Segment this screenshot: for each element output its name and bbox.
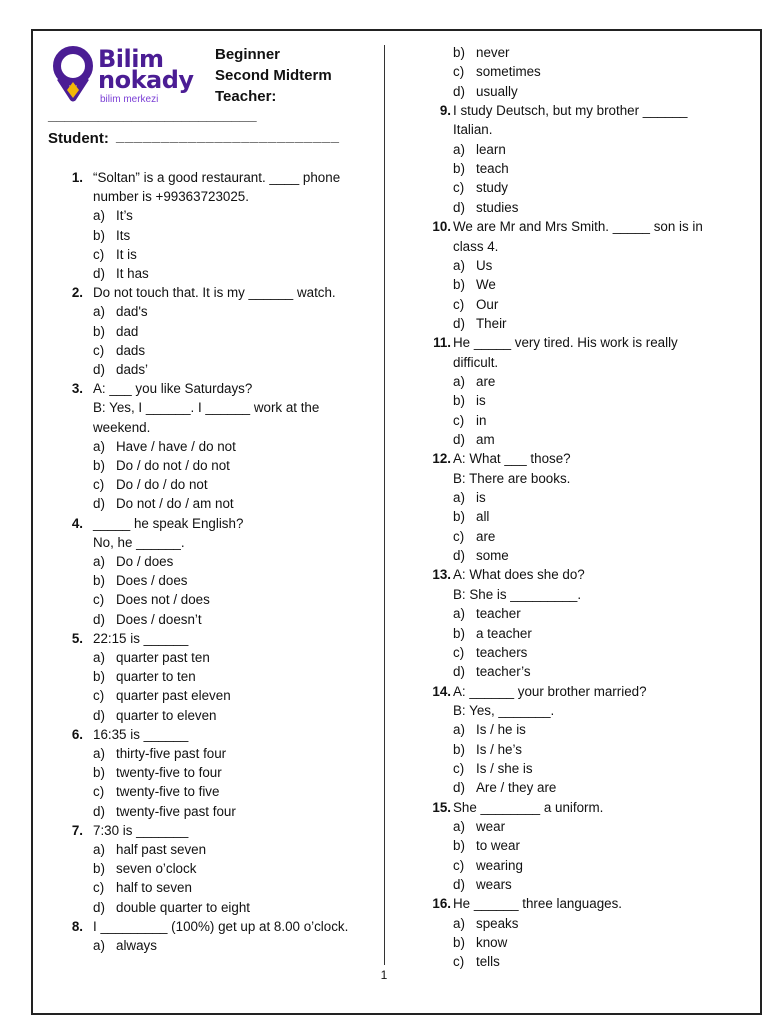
location-pin-icon: [50, 44, 96, 110]
option-text: wearing: [476, 857, 523, 873]
question-text: Italian.: [453, 122, 493, 138]
option-text: all: [476, 509, 490, 525]
question-text: A: What ___ those?: [453, 451, 571, 467]
question-text: B: She is _________.: [453, 586, 582, 602]
option-text: Does not / does: [116, 592, 210, 608]
option-text: usually: [476, 83, 518, 99]
option-text: quarter to eleven: [116, 707, 217, 723]
option-letter: b): [453, 161, 465, 177]
option-letter: d): [93, 803, 105, 819]
option-text: to wear: [476, 838, 520, 854]
option-text: in: [476, 412, 487, 428]
student-name-line: _________________________: [116, 128, 340, 145]
option-text: Us: [476, 257, 493, 273]
brand-tagline: bilim merkezi: [100, 94, 159, 105]
option-text: teachers: [476, 644, 528, 660]
option-letter: b): [453, 935, 465, 951]
option-letter: a): [93, 842, 105, 857]
question-number: 15.: [432, 799, 451, 815]
option-text: We: [476, 277, 496, 293]
option-text: Is / she is: [476, 760, 533, 776]
question-text: A: What does she do?: [453, 567, 585, 583]
option-text: Our: [476, 296, 499, 312]
option-text: half past seven: [116, 842, 207, 857]
option-text: Is / he is: [476, 722, 526, 738]
option-text: thirty-five past four: [116, 746, 227, 761]
option-letter: c): [453, 760, 465, 776]
option-letter: c): [93, 246, 105, 262]
option-text: Does / doesn’t: [116, 611, 202, 627]
option-text: Are / they are: [476, 780, 557, 796]
option-text: tells: [476, 954, 500, 970]
option-text: seven o’clock: [116, 861, 197, 877]
question-number: 8.: [71, 918, 83, 934]
option-text: Do not / do / am not: [116, 496, 234, 512]
question-number: 7.: [71, 822, 83, 838]
option-text: quarter to ten: [116, 669, 196, 685]
option-letter: a): [93, 650, 105, 665]
option-letter: d): [93, 362, 105, 377]
option-text: Their: [476, 315, 507, 331]
option-letter: a): [453, 373, 465, 389]
option-text: half to seven: [116, 880, 192, 896]
option-text: dads’: [116, 362, 149, 377]
question-text: 16:35 is ______: [93, 726, 189, 742]
option-letter: a): [453, 915, 465, 931]
question-text: weekend.: [93, 419, 151, 435]
option-text: dads: [116, 342, 146, 358]
option-letter: a): [93, 208, 105, 224]
question-text: A: ______ your brother married?: [453, 683, 647, 699]
page-number: 1: [380, 968, 388, 982]
option-letter: c): [93, 342, 105, 358]
option-letter: c): [453, 857, 465, 873]
option-text: It has: [116, 266, 149, 281]
option-letter: a): [93, 554, 105, 569]
question-text: class 4.: [453, 238, 499, 254]
option-text: quarter past eleven: [116, 688, 231, 704]
option-text: is: [476, 393, 486, 409]
brand-name-line2: nokady: [98, 66, 194, 94]
option-letter: b): [93, 458, 105, 473]
option-text: twenty-five to four: [116, 765, 222, 781]
option-letter: a): [453, 257, 465, 273]
question-number: 3.: [71, 381, 83, 397]
option-letter: d): [453, 664, 465, 680]
teacher-name-line: _________________________: [48, 107, 257, 124]
question-text: B: Yes, I ______. I ______ work at the: [93, 400, 320, 416]
question-number: 11.: [433, 335, 451, 351]
option-letter: d): [93, 899, 105, 915]
exam-title: Second Midterm: [215, 67, 332, 84]
option-letter: a): [93, 938, 105, 953]
teacher-label: Teacher:: [215, 88, 277, 105]
option-text: It is: [116, 246, 137, 262]
option-text: know: [476, 935, 508, 951]
column-divider: [384, 45, 385, 965]
question-number: 10.: [432, 219, 451, 235]
option-text: some: [476, 548, 509, 564]
option-letter: d): [453, 780, 465, 796]
option-letter: a): [453, 819, 465, 834]
option-letter: c): [453, 528, 465, 544]
question-text: I _________ (100%) get up at 8.00 o’clock.: [93, 918, 349, 934]
question-number: 9.: [439, 103, 451, 119]
question-number: 6.: [71, 726, 83, 742]
option-letter: a): [93, 304, 105, 320]
option-letter: c): [93, 880, 105, 896]
option-text: Do / does: [116, 554, 174, 569]
question-number: 13.: [432, 567, 451, 583]
student-label: Student:: [48, 130, 109, 147]
option-letter: c): [93, 784, 105, 800]
option-letter: c): [453, 412, 465, 428]
option-letter: d): [453, 315, 465, 331]
option-text: speaks: [476, 915, 519, 931]
option-text: study: [476, 180, 509, 196]
option-text: are: [476, 528, 496, 544]
brand-name-line1: Bilim: [98, 45, 164, 73]
option-letter: a): [453, 606, 465, 622]
question-text: number is +99363723025.: [93, 189, 249, 205]
option-letter: b): [93, 227, 105, 243]
question-text: She ________ a uniform.: [453, 799, 604, 815]
option-letter: a): [453, 722, 465, 738]
question-text: _____ he speak English?: [93, 515, 244, 531]
option-text: teacher: [476, 606, 521, 622]
option-letter: b): [453, 509, 465, 525]
option-text: sometimes: [476, 64, 541, 80]
question-number: 1.: [71, 170, 83, 185]
question-text: No, he ______.: [93, 534, 185, 550]
option-text: wear: [476, 819, 506, 834]
option-letter: b): [93, 323, 105, 339]
option-letter: b): [453, 741, 465, 757]
option-text: Does / does: [116, 573, 188, 589]
bilim-nokady-logo: [48, 44, 208, 110]
option-letter: c): [453, 64, 465, 80]
question-text: Do not touch that. It is my ______ watch.: [93, 285, 336, 301]
option-text: is: [476, 490, 486, 506]
option-text: twenty-five past four: [116, 803, 236, 819]
option-letter: c): [93, 688, 105, 704]
question-text: B: There are books.: [453, 470, 571, 486]
question-number: 5.: [71, 630, 83, 646]
option-letter: b): [93, 765, 105, 781]
option-text: are: [476, 373, 496, 389]
option-letter: d): [453, 199, 465, 215]
option-text: studies: [476, 199, 519, 215]
option-letter: a): [453, 490, 465, 506]
option-letter: c): [93, 477, 105, 493]
question-text: 7:30 is _______: [93, 822, 189, 838]
option-text: wears: [476, 877, 512, 893]
option-text: always: [116, 938, 157, 953]
option-letter: b): [453, 393, 465, 409]
option-letter: b): [93, 669, 105, 685]
option-text: dad's: [116, 304, 148, 320]
option-text: It’s: [116, 208, 133, 224]
option-letter: d): [453, 548, 465, 564]
option-letter: b): [93, 861, 105, 877]
option-letter: c): [453, 296, 465, 312]
option-text: Its: [116, 227, 131, 243]
option-letter: d): [93, 611, 105, 627]
option-letter: c): [453, 954, 465, 970]
question-number: 2.: [71, 285, 83, 301]
question-text: 22:15 is ______: [93, 630, 189, 646]
option-letter: c): [453, 180, 465, 196]
option-text: learn: [476, 141, 506, 157]
option-text: Have / have / do not: [116, 438, 236, 454]
option-letter: a): [453, 141, 465, 157]
option-letter: d): [453, 83, 465, 99]
question-text: “Soltan” is a good restaurant. ____ phone: [93, 170, 341, 185]
option-text: dad: [116, 323, 139, 339]
question-text: I study Deutsch, but my brother ______: [453, 103, 688, 119]
question-number: 12.: [432, 451, 451, 467]
option-letter: a): [93, 438, 105, 454]
option-letter: a): [93, 746, 105, 761]
option-letter: d): [93, 707, 105, 723]
question-number: 16.: [432, 896, 451, 912]
question-text: difficult.: [453, 354, 499, 370]
option-text: a teacher: [476, 625, 532, 641]
question-number: 14.: [432, 683, 451, 699]
option-letter: d): [93, 266, 105, 281]
question-number: 4.: [71, 515, 83, 531]
option-text: twenty-five to five: [116, 784, 220, 800]
option-text: double quarter to eight: [116, 899, 251, 915]
option-letter: b): [93, 573, 105, 589]
option-text: Is / he’s: [476, 741, 522, 757]
option-text: never: [476, 45, 510, 60]
question-text: He _____ very tired. His work is really: [453, 335, 678, 351]
option-text: am: [476, 432, 495, 447]
option-text: quarter past ten: [116, 650, 210, 665]
option-letter: d): [453, 432, 465, 447]
option-text: Do / do / do not: [116, 477, 208, 493]
option-letter: b): [453, 45, 465, 60]
option-letter: d): [453, 877, 465, 893]
option-letter: b): [453, 838, 465, 854]
option-letter: d): [93, 496, 105, 512]
option-letter: b): [453, 625, 465, 641]
question-text: B: Yes, _______.: [453, 702, 555, 718]
option-text: teach: [476, 161, 509, 177]
option-letter: b): [453, 277, 465, 293]
option-text: teacher’s: [476, 664, 531, 680]
level-title: Beginner: [215, 46, 281, 63]
question-text: We are Mr and Mrs Smith. _____ son is in: [453, 219, 703, 235]
option-letter: c): [453, 644, 465, 660]
question-text: A: ___ you like Saturdays?: [93, 381, 253, 397]
option-letter: c): [93, 592, 105, 608]
option-text: Do / do not / do not: [116, 458, 230, 473]
question-text: He ______ three languages.: [453, 896, 623, 912]
